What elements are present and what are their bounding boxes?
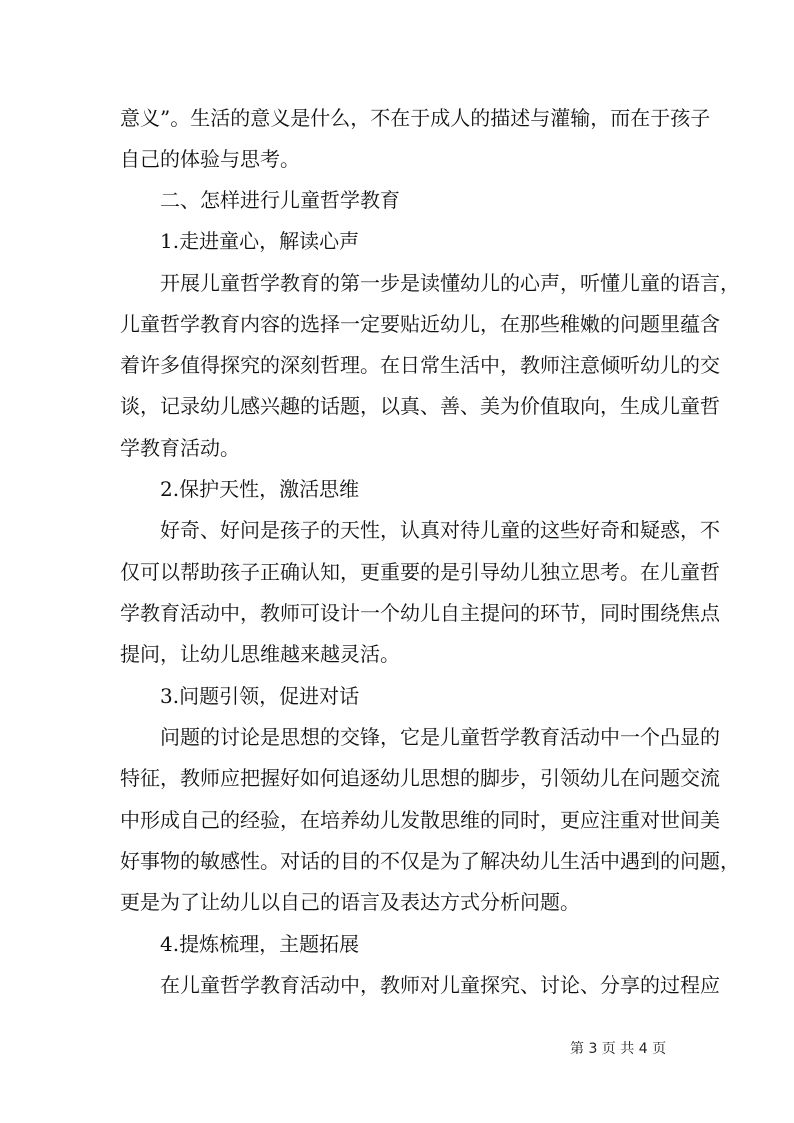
paragraph-line: 自己的体验与思考。 (120, 147, 300, 171)
paragraph-line: 仅可以帮助孩子正确认知，更重要的是引导幼儿独立思考。在儿童哲 (120, 560, 720, 584)
paragraph-line: 在儿童哲学教育活动中，教师对儿童探究、讨论、分享的过程应 (160, 973, 720, 997)
paragraph-line: 着许多值得探究的深刻哲理。在日常生活中，教师注意倾听幼儿的交 (120, 353, 720, 377)
subsection-heading: 4.提炼梳理，主题拓展 (160, 932, 360, 956)
paragraph-line: 学教育活动。 (120, 436, 240, 460)
page-number: 第 3 页 共 4 页 (570, 1041, 667, 1057)
paragraph-line: 谈，记录幼儿感兴趣的话题，以真、善、美为价值取向，生成儿童哲 (120, 394, 720, 418)
subsection-heading: 3.问题引领，促进对话 (160, 684, 360, 708)
paragraph-line: 中形成自己的经验，在培养幼儿发散思维的同时，更应注重对世间美 (120, 808, 720, 832)
paragraph-line: 好奇、好问是孩子的天性，认真对待儿童的这些好奇和疑惑，不 (160, 518, 720, 542)
paragraph-line: 更是为了让幼儿以自己的语言及表达方式分析问题。 (120, 890, 580, 914)
paragraph-line: 意义”。生活的意义是什么，不在于成人的描述与灌输，而在于孩子 (120, 106, 711, 130)
paragraph-line: 学教育活动中，教师可设计一个幼儿自主提问的环节，同时围绕焦点 (120, 601, 720, 625)
paragraph-line: 问题的讨论是思想的交锋，它是儿童哲学教育活动中一个凸显的 (160, 725, 720, 749)
paragraph-line: 提问，让幼儿思维越来越灵活。 (120, 642, 400, 666)
paragraph-line: 开展儿童哲学教育的第一步是读懂幼儿的心声，听懂儿童的语言， (160, 271, 740, 295)
subsection-heading: 1.走进童心，解读心声 (160, 229, 360, 253)
paragraph-line: 特征，教师应把握好如何追逐幼儿思想的脚步，引领幼儿在问题交流 (120, 766, 720, 790)
paragraph-line: 儿童哲学教育内容的选择一定要贴近幼儿，在那些稚嫩的问题里蕴含 (120, 312, 720, 336)
section-heading: 二、怎样进行儿童哲学教育 (160, 188, 400, 212)
subsection-heading: 2.保护天性，激活思维 (160, 477, 360, 501)
paragraph-line: 好事物的敏感性。对话的目的不仅是为了解决幼儿生活中遇到的问题， (120, 849, 740, 873)
